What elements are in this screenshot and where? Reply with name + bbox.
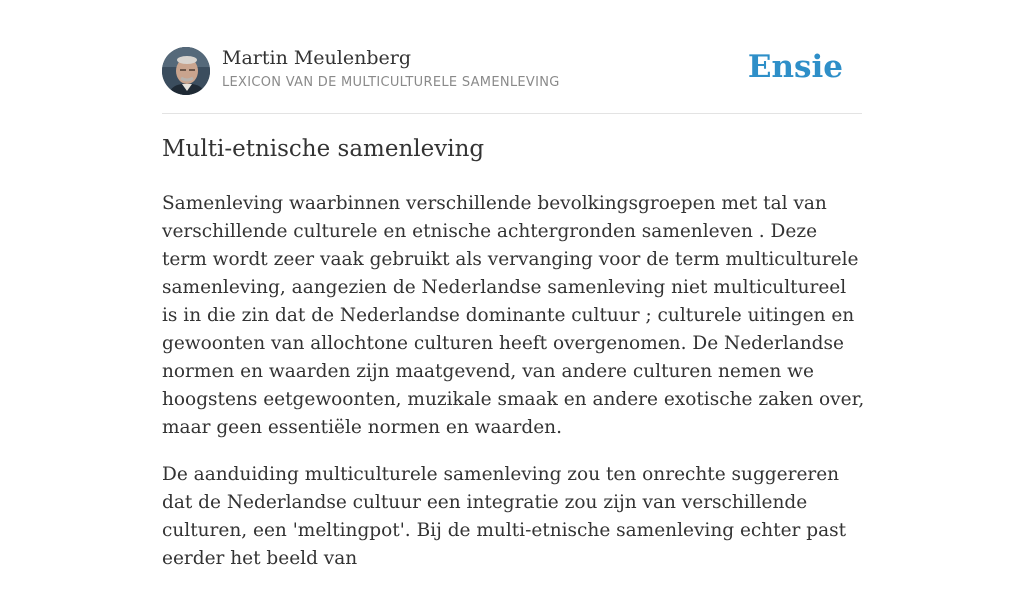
paragraph: Samenleving waarbinnen verschillende bevolkingsgroepen met tal van verschillende culturele en etnische achtergronden samenleven . Deze term wordt zeer vaak gebruikt als vervanging voor de term multiculturele samenleving, aangezien de Nederlandse samenleving niet multicultureel is in die zin dat de Nederlandse dominante cultuur ; culturele uitingen en gewoonten van allochtone culturen heeft overgenomen. De Nederlandse normen en waarden zijn maatgevend, van andere culturen nemen we hoogstens eetgewoonten, muzikale smaak en andere exotische zaken over, maar geen essentiële normen en waarden. (162, 193, 865, 438)
article-body (162, 190, 867, 592)
author-portrait-icon (162, 47, 210, 95)
ensie-logo[interactable]: Ensie (747, 49, 843, 85)
lexicon-link[interactable]: LEXICON VAN DE MULTICULTURELE SAMENLEVING (222, 75, 560, 90)
page-title: Multi-etnische samenleving (162, 136, 485, 162)
author-avatar[interactable] (162, 47, 210, 95)
article-header (162, 47, 862, 114)
author-name[interactable]: Martin Meulenberg (222, 47, 411, 69)
paragraph: De aanduiding multiculturele samenleving zou ten onrechte suggereren dat de Nederlandse cultuur een integratie zou zijn van verschillende culturen, een 'meltingpot'. Bij de multi-etnische samenleving echter past eerder het beeld van (162, 464, 847, 569)
